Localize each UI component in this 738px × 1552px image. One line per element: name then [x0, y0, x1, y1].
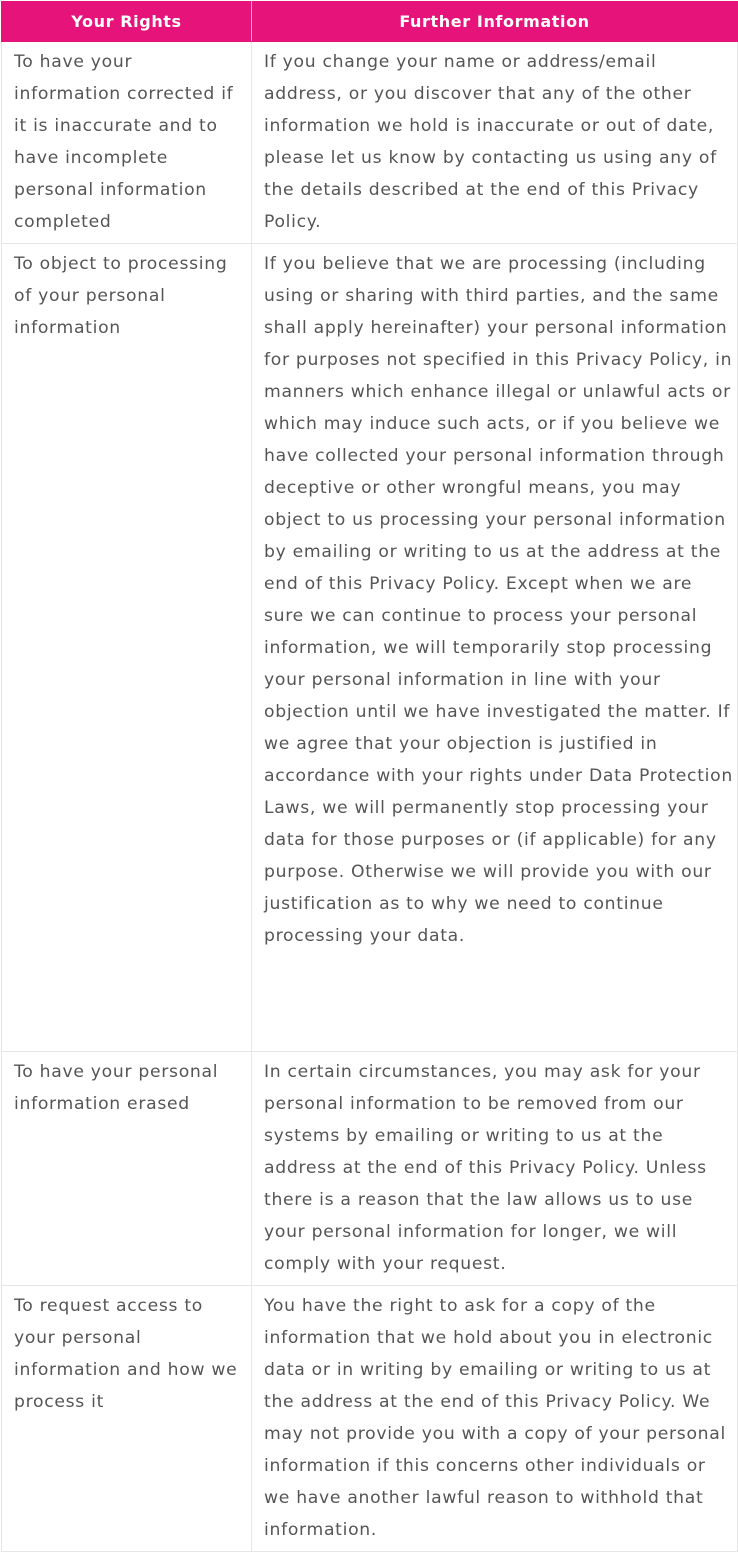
info-cell: If you believe that we are processing (including using or sharing with third parties, and the same shall apply hereinafter) your personal information for purposes not specified in this Privacy Policy, in manners which enhance illegal or unlawful acts or which may induce such acts, or if you believe we have collected your personal information through deceptive or other wrongful means, you may object to us processing your personal information by emailing or writing to us at the address at the end of this Privacy Policy. Except when we are sure we can continue to process your personal information, we will temporarily stop processing your personal information in line with your objection until we have investigated the matter. If we agree that your objection is justified in accordance with your rights under Data Protection Laws, we will permanently stop processing your data for those purposes or (if applicable) for any purpose. Otherwise we will provide you with our justification as to why we need to continue processing your data.: [252, 244, 738, 1052]
info-cell: In certain circumstances, you may ask for your personal information to be removed from our systems by emailing or writing to us at the address at the end of this Privacy Policy. Unless there is a reason that the law allows us to use your personal information for longer, we will comply with your request.: [252, 1052, 738, 1286]
info-cell: You have the right to ask for a copy of the information that we hold about you in electronic data or in writing by emailing or writing to us at the address at the end of this Privacy Policy. We may not provide you with a copy of your personal information if this concerns other individuals or we have another lawful reason to withhold that information.: [252, 1286, 738, 1552]
right-cell: To have your information corrected if it is inaccurate and to have incomplete personal information completed: [2, 42, 252, 244]
rights-table: [1, 1, 738, 1552]
table-row: [2, 1286, 738, 1552]
table-row: [2, 1052, 738, 1286]
table-body: [2, 42, 738, 1552]
right-cell: To have your personal information erased: [2, 1052, 252, 1286]
right-cell: To request access to your personal information and how we process it: [2, 1286, 252, 1552]
table-header: [2, 2, 738, 42]
header-your-rights: Your Rights: [2, 2, 252, 42]
right-cell: To object to processing of your personal information: [2, 244, 252, 1052]
table-row: [2, 42, 738, 244]
header-further-information: Further Information: [252, 2, 738, 42]
header-row: [2, 2, 738, 42]
table-row: [2, 244, 738, 1052]
info-cell: If you change your name or address/email address, or you discover that any of the other information we hold is inaccurate or out of date, please let us know by contacting us using any of the details described at the end of this Privacy Policy.: [252, 42, 738, 244]
